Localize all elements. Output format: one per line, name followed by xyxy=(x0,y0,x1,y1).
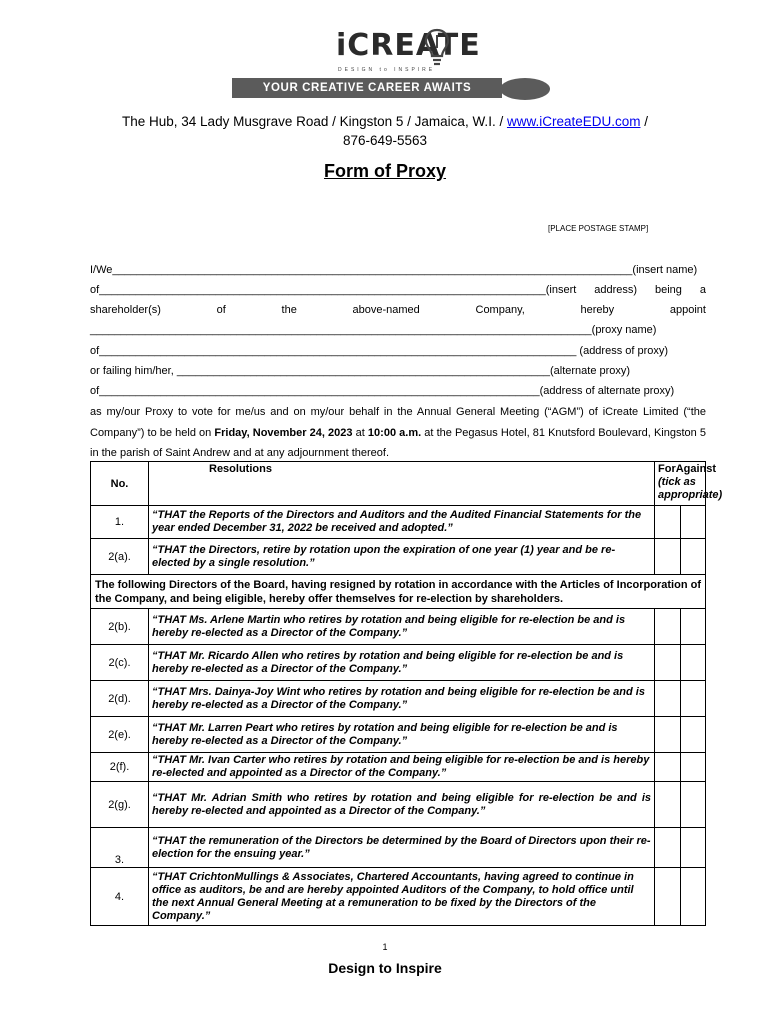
table-row xyxy=(91,753,706,782)
address-text: The Hub, 34 Lady Musgrave Road / Kingston 5 / Jamaica, W.I. / xyxy=(122,114,507,129)
against-checkbox[interactable] xyxy=(680,645,706,681)
resolution-number: 1. xyxy=(91,506,149,539)
against-checkbox[interactable] xyxy=(680,539,706,575)
lightbulb-icon xyxy=(424,28,450,70)
resolution-text: “THAT Mr. Ivan Carter who retires by rotation and being eligible for re-election be and is hereby re-elected and appointed as a Director of the Company.” xyxy=(149,753,655,782)
being-word: being xyxy=(655,284,682,296)
the-word: the xyxy=(281,304,297,316)
table-row xyxy=(91,782,706,828)
table-row xyxy=(91,609,706,645)
table-row xyxy=(91,645,706,681)
header-tick: (tick as appropriate) xyxy=(658,476,723,501)
header-for: For xyxy=(658,463,676,475)
paragraph-text: as my/our Proxy to vote for me/us and on my/our behalf in the Annual General Meeting (“AGM”) of iCreate Limited (“the Company”) to be held on xyxy=(90,406,706,439)
resolution-number: 4. xyxy=(91,868,149,926)
table-row xyxy=(91,717,706,753)
footer-tagline: Design to Inspire xyxy=(328,960,442,976)
address-word: address) xyxy=(594,284,638,296)
table-row xyxy=(91,506,706,539)
resolution-text: “THAT Mr. Larren Peart who retires by rotation and being eligible for re-election be and is hereby re-elected as a Director of the Company.” xyxy=(149,717,655,753)
company-word: Company, xyxy=(475,304,525,316)
resolution-number: 3. xyxy=(91,828,149,868)
resolution-number: 2(c). xyxy=(91,645,149,681)
resolution-number: 2(a). xyxy=(91,539,149,575)
logo-tagline: DESIGN to INSPIRE xyxy=(338,67,436,73)
resolution-text: “THAT the Reports of the Directors and Auditors and the Audited Financial Statements for the year ended December 31, 2022 be received and adopted.” xyxy=(149,506,655,539)
resolution-text: “THAT the remuneration of the Directors be determined by the Board of Directors upon their re-election for the ensuing year.” xyxy=(149,828,655,868)
against-checkbox[interactable] xyxy=(680,828,706,868)
resolution-text: “THAT Ms. Arlene Martin who retires by rotation and being eligible for re-election be and is hereby re-elected as a Director of the Company.” xyxy=(149,609,655,645)
resolution-number: 2(d). xyxy=(91,681,149,717)
resolution-text: “THAT Mrs. Dainya-Joy Wint who retires by rotation and being eligible for re-election be and is hereby re-elected as a Director of the Company.” xyxy=(149,681,655,717)
header-no: No. xyxy=(91,462,149,506)
header-resolutions: Resolutions xyxy=(149,462,655,506)
page-title: Form of Proxy xyxy=(323,161,447,181)
a-word: a xyxy=(699,284,706,296)
against-checkbox[interactable] xyxy=(680,753,706,782)
against-checkbox[interactable] xyxy=(680,681,706,717)
alternate-proxy-line[interactable]: or failing him/her, _____________________________________________________________(alternate proxy) xyxy=(90,365,631,377)
header-against: Against xyxy=(675,463,717,475)
for-checkbox[interactable] xyxy=(655,539,681,575)
table-row xyxy=(91,868,706,926)
address-blank: of_________________________________________________________________________(insert xyxy=(90,284,577,296)
resolution-number: 2(f). xyxy=(91,753,149,782)
company-logo xyxy=(228,28,550,102)
table-row xyxy=(91,828,706,868)
against-checkbox[interactable] xyxy=(680,782,706,828)
resolution-text: “THAT Mr. Ricardo Allen who retires by rotation and being eligible for re-election be and is hereby re-elected as a Director of the Company.” xyxy=(149,645,655,681)
resolution-text: “THAT CrichtonMullings & Associates, Chartered Accountants, having agreed to continue in office as auditors, be and are hereby appointed Auditors of the Company, to hold office until the next Annual General Meeting at a remuneration to be fixed by the Directors of the Company.” xyxy=(149,868,655,926)
resolution-text: “THAT Mr. Adrian Smith who retires by rotation and being eligible for re-election be and is hereby re-elected and appointed as a Director of the Company.” xyxy=(149,782,655,828)
header-for-against xyxy=(655,462,723,506)
for-checkbox[interactable] xyxy=(655,609,681,645)
for-checkbox[interactable] xyxy=(655,782,681,828)
shareholder-line xyxy=(90,303,706,317)
resolution-number: 2(e). xyxy=(91,717,149,753)
for-checkbox[interactable] xyxy=(655,717,681,753)
meeting-time: 10:00 a.m. xyxy=(367,426,422,439)
against-checkbox[interactable] xyxy=(680,609,706,645)
alternate-address-line[interactable]: of________________________________________________________________________(address of alternate proxy) xyxy=(90,385,675,397)
against-checkbox[interactable] xyxy=(680,717,706,753)
above-named-word: above-named xyxy=(352,304,420,316)
table-row xyxy=(91,681,706,717)
for-checkbox[interactable] xyxy=(655,828,681,868)
page-number: 1 xyxy=(382,942,388,952)
for-checkbox[interactable] xyxy=(655,645,681,681)
paragraph-text-end: at the Pegasus Hotel, 81 Knutsford Boulevard, Kingston 5 in the parish of Saint Andrew and at any adjournment thereof. xyxy=(90,426,706,459)
logo-oval-decoration xyxy=(500,78,550,100)
table-row xyxy=(91,539,706,575)
directors-banner: The following Directors of the Board, having resigned by rotation in accordance with the Articles of Incorporation of the Company, and being eligible, hereby offer themselves for re-election by shareholders. xyxy=(91,575,706,609)
member-address-line[interactable] xyxy=(90,283,706,297)
address-suffix: / xyxy=(640,114,648,129)
of-word: of xyxy=(216,304,226,316)
proxy-paragraph xyxy=(90,402,706,464)
appoint-word: appoint xyxy=(669,304,706,316)
directors-banner-row xyxy=(91,575,706,609)
meeting-date: Friday, November 24, 2023 xyxy=(214,426,353,439)
shareholder-word: shareholder(s) xyxy=(90,304,161,316)
for-checkbox[interactable] xyxy=(655,506,681,539)
against-checkbox[interactable] xyxy=(680,506,706,539)
for-checkbox[interactable] xyxy=(655,753,681,782)
phone-number: 876-649-5563 xyxy=(342,133,428,148)
logo-banner: YOUR CREATIVE CAREER AWAITS xyxy=(232,78,502,98)
address-line xyxy=(0,114,770,129)
website-link[interactable]: www.iCreateEDU.com xyxy=(506,114,641,129)
proxy-address-line[interactable]: of______________________________________________________________________________ (address of proxy) xyxy=(90,345,669,357)
logo-wordmark: iCREATE xyxy=(336,28,481,63)
hereby-word: hereby xyxy=(580,304,615,316)
proxy-name-line[interactable]: __________________________________________________________________________________(proxy name) xyxy=(90,324,657,336)
against-checkbox[interactable] xyxy=(680,868,706,926)
resolution-number: 2(b). xyxy=(91,609,149,645)
paragraph-at: at xyxy=(352,426,368,439)
postage-stamp-note: [PLACE POSTAGE STAMP] xyxy=(548,224,649,233)
table-header-row xyxy=(91,462,706,506)
for-checkbox[interactable] xyxy=(655,681,681,717)
resolutions-table xyxy=(90,461,723,926)
resolution-number: 2(g). xyxy=(91,782,149,828)
member-name-line[interactable]: I/We_____________________________________________________________________________________(insert name) xyxy=(90,264,698,276)
resolution-text: “THAT the Directors, retire by rotation upon the expiration of one year (1) year and be re-elected by a single resolution.” xyxy=(149,539,655,575)
for-checkbox[interactable] xyxy=(655,868,681,926)
